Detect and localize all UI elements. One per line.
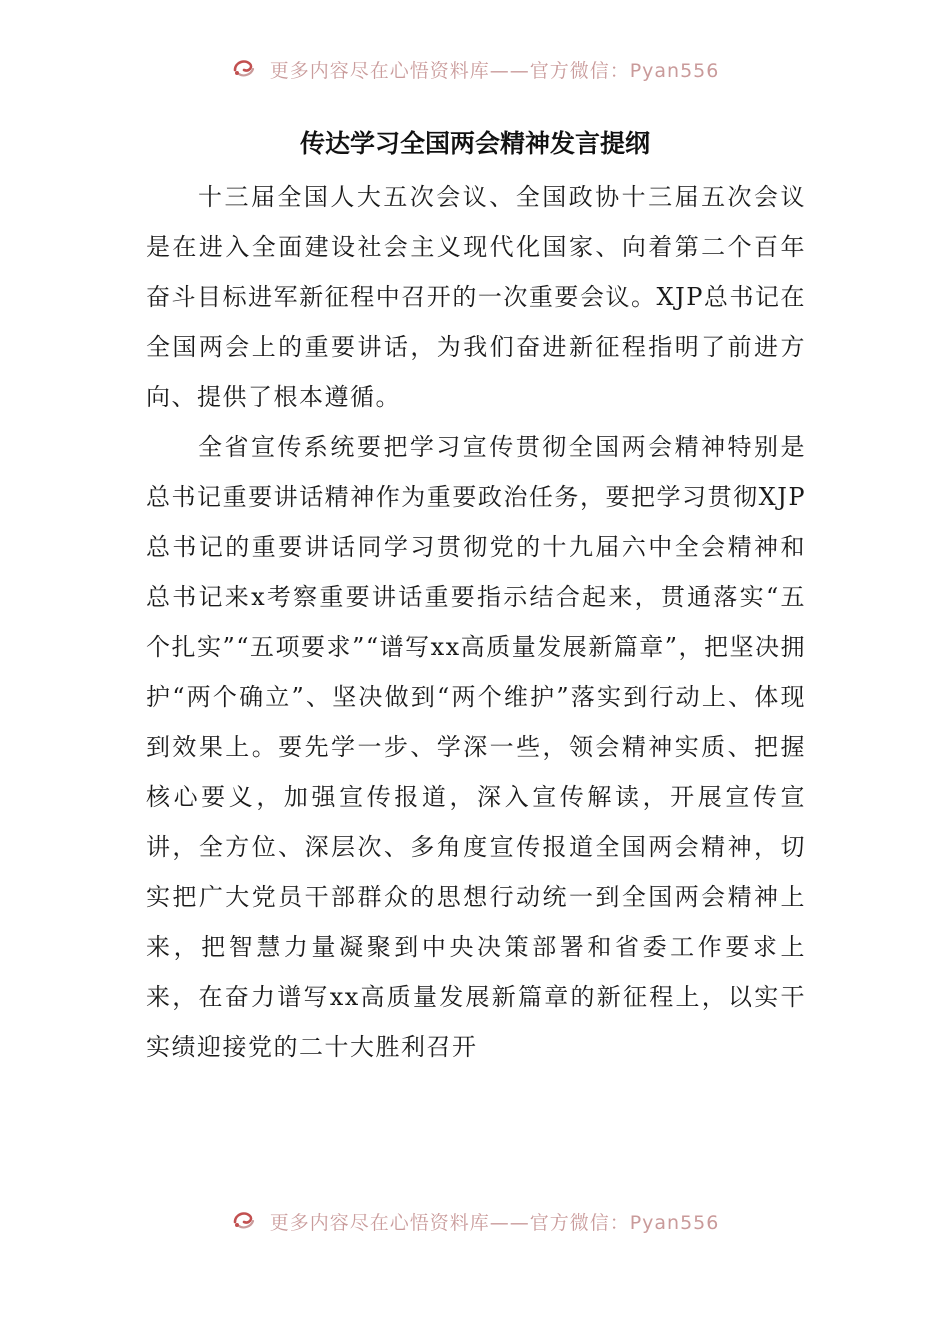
footer-watermark [0,1208,950,1235]
watermark-text: 更多内容尽在心悟资料库——官方微信：Pyan556 [269,60,720,82]
document-title: 传达学习全国两会精神发言提纲 [299,129,650,158]
document-body [146,172,806,1072]
swirl-logo-icon [231,56,257,83]
header-watermark [0,56,950,83]
watermark-text: 更多内容尽在心悟资料库——官方微信：Pyan556 [269,1212,720,1234]
swirl-logo-icon [231,1208,257,1235]
paragraph-1: 十三届全国人大五次会议、全国政协十三届五次会议是在进入全面建设社会主义现代化国家、向着第二个百年奋斗目标进军新征程中召开的一次重要会议。XJP总书记在全国两会上的重要讲话，为我们奋进新征程指明了前进方向、提供了根本遵循。 [146,183,806,411]
paragraph-2: 全省宣传系统要把学习宣传贯彻全国两会精神特别是总书记重要讲话精神作为重要政治任务，要把学习贯彻XJP总书记的重要讲话同学习贯彻党的十九届六中全会精神和总书记来x考察重要讲话重要指示结合起来，贯通落实“五个扎实”“五项要求”“谱写xx高质量发展新篇章”，把坚决拥护“两个确立”、坚决做到“两个维护”落实到行动上、体现到效果上。要先学一步、学深一些，领会精神实质、把握核心要义，加强宣传报道，深入宣传解读，开展宣传宣讲，全方位、深层次、多角度宣传报道全国两会精神，切实把广大党员干部群众的思想行动统一到全国两会精神上来，把智慧力量凝聚到中央决策部署和省委工作要求上来，在奋力谱写xx高质量发展新篇章的新征程上，以实干实绩迎接党的二十大胜利召开 [146,433,806,1061]
